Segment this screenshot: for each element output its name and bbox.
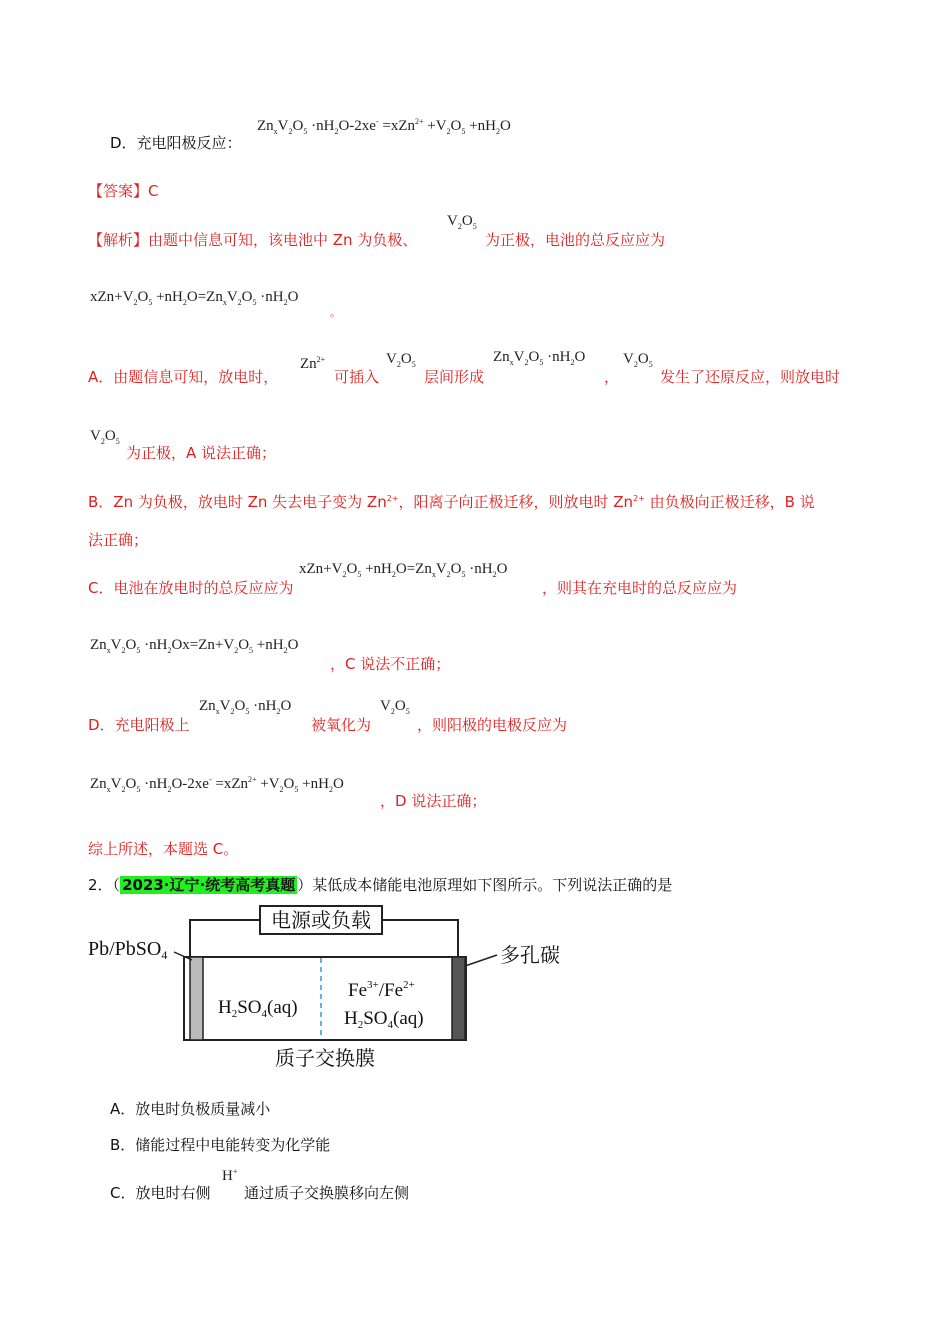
membrane-label: 质子交换膜	[275, 1048, 375, 1070]
overall-period: 。	[330, 306, 341, 319]
wire-right	[382, 920, 458, 957]
analysis-a-3: 层间形成	[424, 368, 485, 386]
formula-v2o5: $V_2O_5$	[380, 698, 410, 716]
analysis-a-2: 可插入	[334, 368, 380, 386]
right-electrode	[452, 957, 465, 1040]
analysis-b-1: B．Zn 为负极，放电时 Zn 失去电子变为 $Zn^{2+}$，阳离子向正极迁移，则放电时 $Zn^{2+}$ 由负极向正极迁移，B 说	[88, 493, 815, 511]
formula-charge-anode: $Zn_xV_2O_5 \cdot nH_2O-2xe^- =xZn^{2+} +V_2O_5 +nH_2O$	[257, 117, 511, 136]
stem-text: 某低成本储能电池原理如下图所示。下列说法正确的是	[312, 876, 673, 894]
formula-v2o5: $V_2O_5$	[90, 428, 120, 446]
analysis-text: 由题中信息可知，该电池中 Zn 为负极、	[148, 231, 418, 249]
wire-left	[190, 920, 260, 957]
option-c[interactable]: C．放电时右侧	[110, 1184, 211, 1202]
analysis-c-2: ，则其在充电时的总反应应为	[542, 579, 738, 597]
formula-v2o5: $V_2O_5$	[623, 351, 653, 369]
answer: 【答案】C	[88, 182, 159, 200]
analysis-a-4: ，	[604, 368, 620, 386]
analysis-line-1	[88, 229, 417, 250]
left-electrode-label: Pb/PbSO$_4$	[88, 938, 168, 962]
analysis-tag: 【解析】	[88, 231, 149, 249]
left-solution-label: $H_2SO_4(aq)$	[218, 997, 298, 1020]
formula-overall: $xZn+V_2O_5 +nH_2O=Zn_xV_2O_5 \cdot nH_2O$	[299, 561, 508, 579]
source-tag: 2023·辽宁·统考高考真题	[122, 876, 296, 894]
analysis-d-3: ，则阳极的电极反应为	[417, 716, 568, 734]
option-c-tail: 通过质子交换膜移向左侧	[244, 1184, 410, 1202]
question-number: 2．	[88, 876, 113, 894]
formula-hydrate: $Zn_xV_2O_5 \cdot nH_2O$	[493, 349, 586, 367]
formula-zn2: $Zn^{2+}$	[300, 355, 326, 372]
analysis-b-2: 法正确；	[88, 531, 149, 549]
formula-charge-anode: $Zn_xV_2O_5 \cdot nH_2O-2xe^- =xZn^{2+} +V_2O_5 +nH_2O$	[90, 775, 344, 794]
formula-overall: $xZn+V_2O_5 +nH_2O=Zn_xV_2O_5 \cdot nH_2O$	[90, 289, 299, 307]
analysis-a-5: 发生了还原反应，则放电时	[660, 368, 841, 386]
right-ions-label: $Fe^{3+}/Fe^{2+}$	[348, 979, 415, 1001]
option-a[interactable]: A．放电时负极质量减小	[110, 1100, 271, 1118]
analysis-a-1: A．由题信息可知，放电时，	[88, 368, 279, 386]
formula-v2o5: $V_2O_5$	[386, 351, 416, 369]
analysis-d-2: 被氧化为	[311, 716, 372, 734]
left-electrode	[190, 957, 203, 1040]
battery-diagram	[80, 900, 600, 1080]
analysis-c-1: C．电池在放电时的总反应应为	[88, 579, 294, 597]
option-d-label: D．充电阳极反应：	[110, 134, 242, 152]
power-label: 电源或负载	[271, 910, 371, 932]
question-2-stem: 2．（ 2023·辽宁·统考高考真题 ）某低成本储能电池原理如下图所示。下列说法正确的是	[88, 876, 673, 894]
summary: 综上所述，本题选 C。	[88, 840, 239, 858]
right-solution-label: $H_2SO_4(aq)$	[344, 1008, 424, 1031]
analysis-d-4: ，D 说法正确；	[380, 792, 487, 810]
formula-v2o5: $V_2O_5$	[447, 213, 477, 231]
formula-h-plus: H+	[222, 1167, 238, 1184]
formula-charge-overall: $Zn_xV_2O_5 \cdot nH_2Ox=Zn+V_2O_5 +nH_2O$	[90, 637, 299, 655]
analysis-d-1: D．充电阳极上	[88, 716, 190, 734]
analysis-a-6: 为正极，A 说法正确；	[126, 444, 277, 462]
right-electrode-label: 多孔碳	[500, 945, 560, 967]
analysis-c-3: ，C 说法不正确；	[330, 655, 451, 673]
analysis-tail: 为正极，电池的总反应应为	[485, 231, 666, 249]
option-b[interactable]: B．储能过程中电能转变为化学能	[110, 1136, 331, 1154]
formula-hydrate: $Zn_xV_2O_5 \cdot nH_2O$	[199, 698, 292, 716]
